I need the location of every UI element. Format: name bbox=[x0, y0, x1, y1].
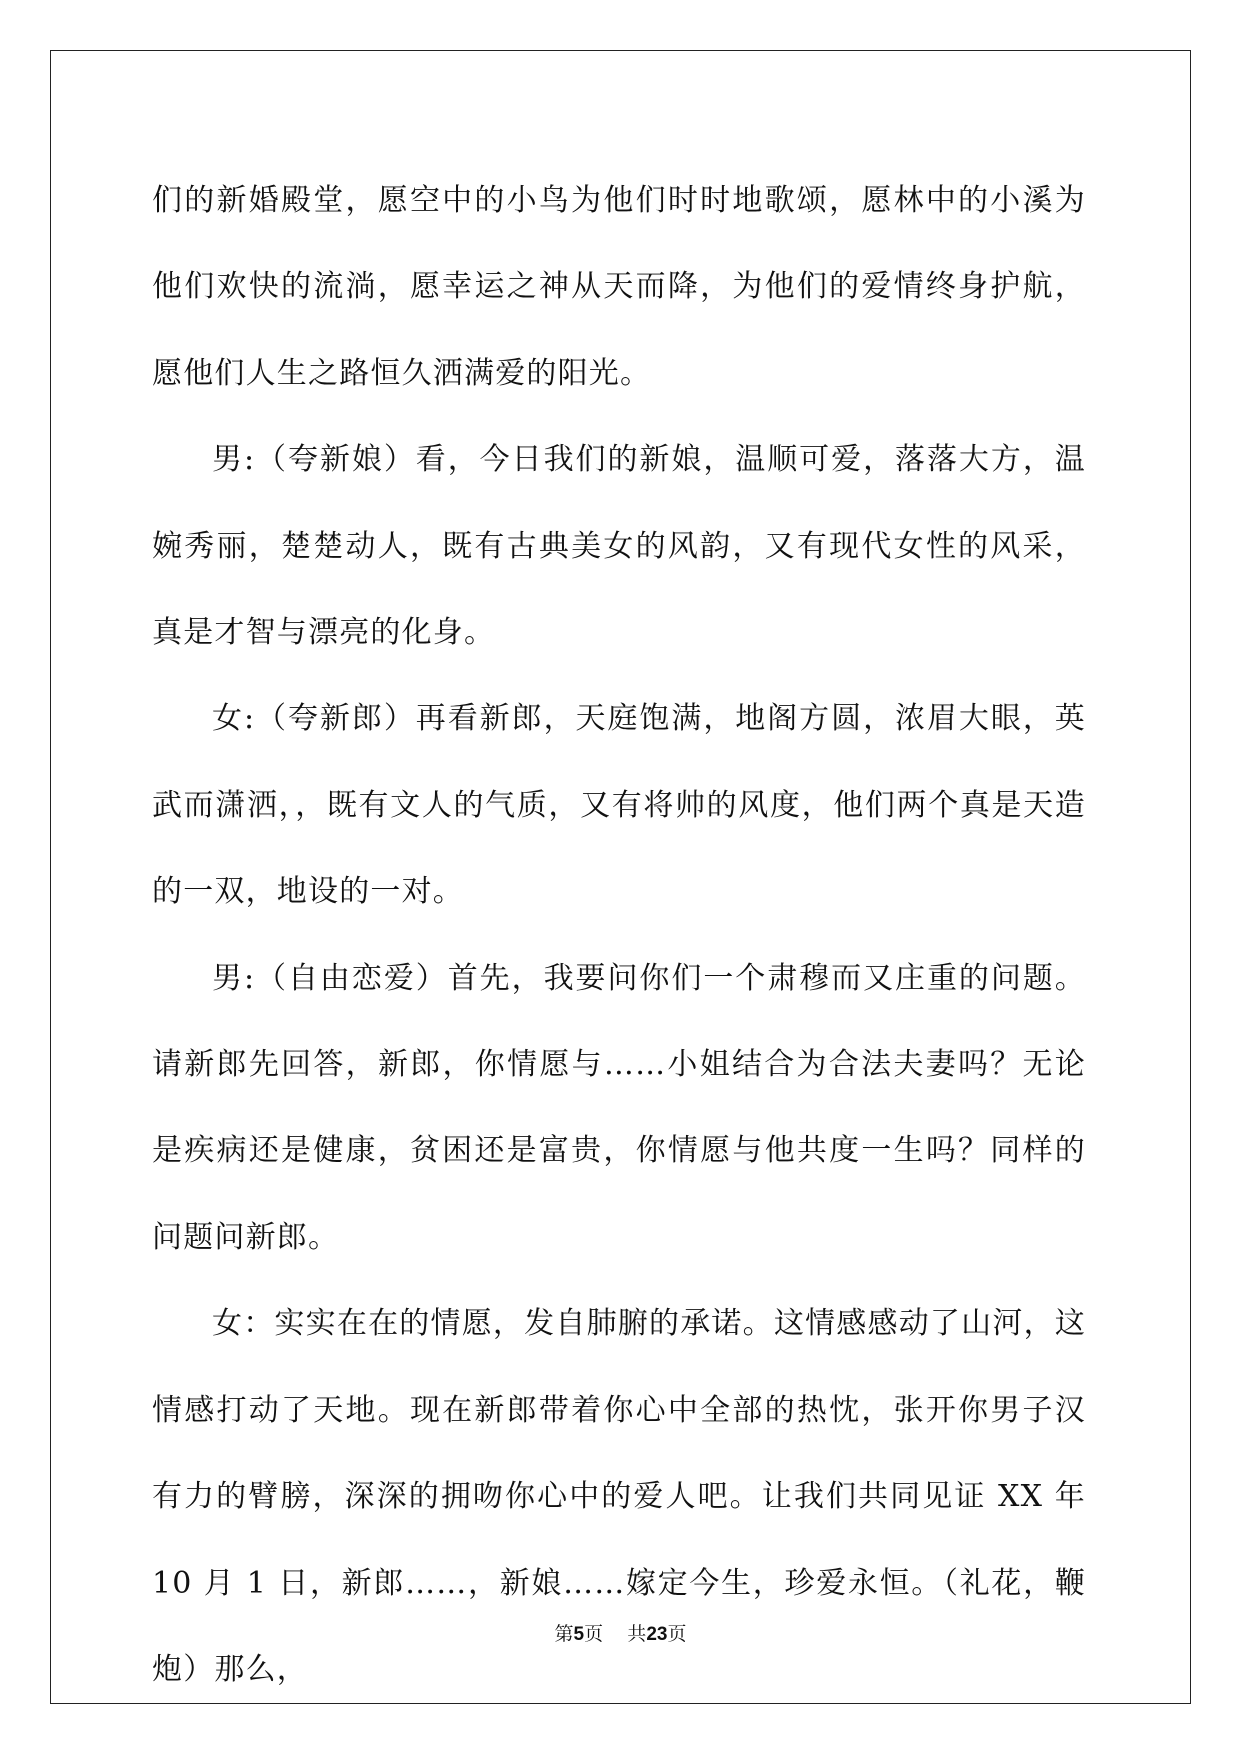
page-footer bbox=[0, 1622, 1241, 1647]
footer-total-pages: 23 bbox=[646, 1624, 668, 1645]
document-body bbox=[152, 158, 1097, 1713]
footer-page-number: 5 bbox=[573, 1624, 585, 1645]
paragraph-4: 男:（自由恋爱）首先，我要问你们一个肃穆而又庄重的问题。请新郎先回答，新郎，你情愿与……小姐结合为合法夫妻吗？无论是疾病还是健康，贫困还是富贵，你情愿与他共度一生吗？同样的问题问新郎。 bbox=[152, 960, 1086, 1255]
paragraph-1: 们的新婚殿堂，愿空中的小鸟为他们时时地歌颂，愿林中的小溪为他们欢快的流淌，愿幸运之神从天而降，为他们的爱情终身护航，愿他们人生之路恒久洒满爱的阳光。 bbox=[152, 183, 1086, 391]
paragraph-3: 女:（夸新郎）再看新郎，天庭饱满，地阁方圆，浓眉大眼，英武而潇洒，，既有文人的气质，又有将帅的风度，他们两个真是天造的一双，地设的一对。 bbox=[152, 701, 1086, 910]
paragraph-2: 男:（夸新娘）看，今日我们的新娘，温顺可爱，落落大方，温婉秀丽，楚楚动人，既有古典美女的风韵，又有现代女性的风采，真是才智与漂亮的化身。 bbox=[152, 442, 1086, 651]
footer-page-suffix: 页 bbox=[584, 1623, 604, 1645]
footer-page-prefix: 第 bbox=[554, 1623, 574, 1645]
footer-total-suffix: 页 bbox=[667, 1623, 687, 1645]
footer-total-prefix: 共 bbox=[627, 1623, 647, 1645]
paragraph-5: 女：实实在在的情愿，发自肺腑的承诺。这情感感动了山河，这情感打动了天地。现在新郎带着你心中全部的热忱，张开你男子汉有力的臂膀，深深的拥吻你心中的爱人吧。让我们共同见证 XX 年 10 月 1 日，新郎……，新娘……嫁定今生，珍爱永恒。（礼花，鞭炮）那么， bbox=[152, 1306, 1097, 1687]
